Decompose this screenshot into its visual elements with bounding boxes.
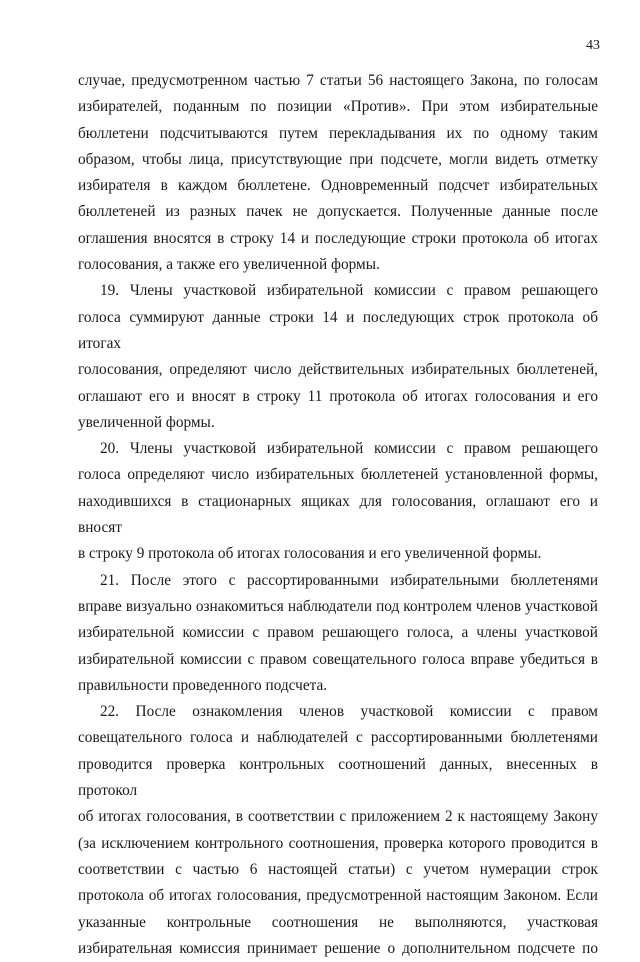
text-line: 21. После этого с рассортированными избирательными бюллетенями	[100, 571, 598, 589]
text-line: указанные контрольные соотношения не выполняются, участковая	[78, 913, 598, 931]
page-number: 43	[586, 38, 600, 53]
text-line: об итогах голосования, в соответствии с приложением 2 к настоящему Закону	[78, 808, 598, 826]
paragraph	[78, 68, 598, 278]
paragraph	[78, 278, 598, 436]
text-line: проводится проверка контрольных соотношений данных, внесенных в протокол	[78, 755, 598, 800]
text-line: бюллетени подсчитываются путем перекладывания их по одному таким	[78, 124, 598, 142]
text-line: увеличенной формы.	[78, 413, 215, 431]
text-line: избирателей, поданным по позиции «Против». При этом избирательные	[78, 98, 598, 116]
document-body	[78, 68, 598, 962]
paragraph	[78, 699, 598, 962]
text-line: в строку 9 протокола об итогах голосования и его увеличенной формы.	[78, 545, 542, 563]
text-line: избирательной комиссии с правом совещательного голоса вправе убедиться в	[78, 650, 598, 668]
text-line: оглашения вносятся в строку 14 и последующие строки протокола об итогах	[78, 229, 598, 247]
text-line: (за исключением контрольного соотношения, проверка которого проводится в	[78, 834, 598, 852]
text-line: образом, чтобы лица, присутствующие при подсчете, могли видеть отметку	[78, 150, 598, 168]
text-line: случае, предусмотренном частью 7 статьи 56 настоящего Закона, по голосам	[78, 72, 598, 89]
text-line: голоса суммируют данные строки 14 и последующих строк протокола об итогах	[78, 308, 598, 352]
paragraph	[78, 568, 598, 699]
text-line: голосования, а также его увеличенной формы.	[78, 256, 380, 274]
text-line: голосования, определяют число действительных избирательных бюллетеней,	[78, 361, 598, 379]
text-line: бюллетеней из разных пачек не допускается. Полученные данные после	[78, 203, 598, 221]
text-line: оглашают его и вносят в строку 11 протокола об итогах голосования и его	[78, 387, 598, 405]
text-line: соответствии с частью 6 настоящей статьи) с учетом нумерации строк	[78, 860, 598, 878]
text-line: протокола об итогах голосования, предусмотренной настоящим Законом. Если	[78, 887, 598, 905]
text-line: 20. Члены участковой избирательной комиссии с правом решающего	[100, 440, 598, 458]
text-line: совещательного голоса и наблюдателей с рассортированными бюллетенями	[78, 729, 598, 747]
text-line: 19. Члены участковой избирательной комиссии с правом решающего	[100, 282, 598, 300]
paragraph	[78, 436, 598, 567]
text-line: вправе визуально ознакомиться наблюдатели под контролем членов участковой	[78, 597, 598, 615]
text-line: находившихся в стационарных ящиках для голосования, оглашают его и вносят	[78, 492, 598, 537]
text-line: избирательной комиссии с правом решающего голоса, а члены участковой	[78, 624, 598, 642]
text-line: 22. После ознакомления членов участковой комиссии с правом	[100, 703, 598, 721]
text-line: избирателя в каждом бюллетене. Одновременный подсчет избирательных	[78, 177, 598, 195]
text-line: правильности проведенного подсчета.	[78, 676, 328, 694]
text-line: голоса определяют число избирательных бюллетеней установленной формы,	[78, 466, 598, 484]
text-line: избирательная комиссия принимает решение о дополнительном подсчете по	[78, 939, 598, 957]
